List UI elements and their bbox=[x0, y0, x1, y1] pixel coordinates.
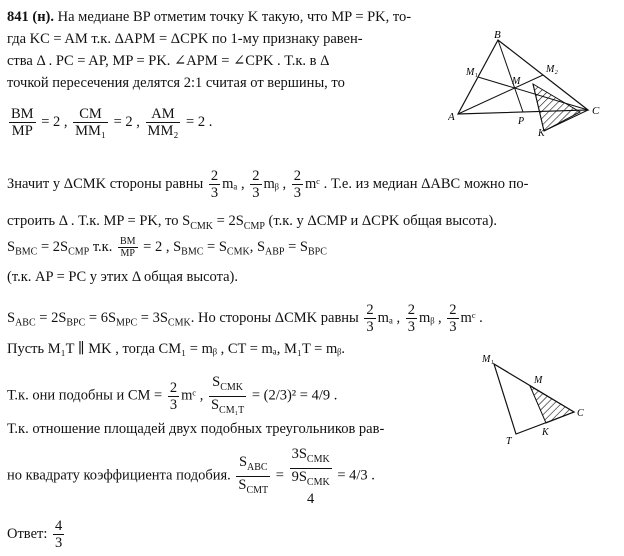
ratio-cm-mm1: $\frac{CM}{\text{MM₁}}$ bbox=[75, 106, 106, 139]
parallel-line: Пусть M₁T ∥ MK , тогда CM₁ = mᵦ , CT = mₐ, M₁T = mᵦ. bbox=[7, 341, 345, 357]
problem-title: 841 (н). bbox=[7, 9, 55, 25]
label-t-fig2: T bbox=[506, 436, 512, 447]
label-m1: M₁ bbox=[466, 67, 478, 78]
median-am2 bbox=[458, 75, 543, 114]
label-b: B bbox=[494, 29, 501, 41]
shaded-triangle-cmk-2 bbox=[530, 386, 574, 423]
label-m-fig2: M bbox=[534, 375, 543, 386]
label-a: A bbox=[448, 111, 455, 123]
ratio-explain-line-1: Т.к. отношение площадей двух подобных треугольников рав- bbox=[7, 421, 385, 437]
problem-line-2: гда KC = AM т.к. ΔAPM = ΔCPK по 1-му признаку равен- bbox=[7, 31, 363, 47]
problem-line-1: 841 (н). На медиане BP отметим точку K такую, что MP = PK, то- bbox=[7, 9, 412, 25]
answer-fraction: $\frac{4}{3}$ bbox=[55, 518, 63, 551]
label-k-fig2: K bbox=[542, 427, 549, 438]
label-k: K bbox=[538, 128, 545, 138]
answer-line: Ответ: $\frac{4}{3}$ bbox=[7, 518, 63, 551]
label-m2: M₂ bbox=[546, 64, 558, 75]
label-m1-fig2: M₁ bbox=[482, 354, 494, 365]
area-line-1: строить Δ . Т.к. MP = PK, то $S_{CMK} = 2S_{CMP}$ (т.к. у ΔCMP и ΔCPK общая высота). bbox=[7, 213, 497, 232]
shaded-triangle-cmk bbox=[533, 84, 580, 131]
sides-line: Значит у ΔCMK стороны равны $\frac{2}{3}$ mₐ , $\frac{2}{3}$ mᵦ , $\frac{2}{3}$ mᶜ . Т.е. из медиан ΔABC можно по- bbox=[7, 168, 529, 201]
triangle-figure-2 bbox=[478, 352, 590, 448]
label-m: M bbox=[512, 76, 521, 87]
area-line-4: $S_{ABC} = 2S_{BPC} = 6S_{MPC} = 3S_{CMK}$. Но стороны ΔCMK равны $\frac{2}{3}$ mₐ , $\frac{2}{3}$ mᵦ , $\frac{2}{3}$ mᶜ . bbox=[7, 302, 483, 335]
ratio-am-mm2: $\frac{AM}{\text{MM₂}}$ bbox=[147, 106, 179, 139]
problem-line-3: ства Δ . PC = AP, MP = PK. ∠APM = ∠CPK . Т.к. в Δ bbox=[7, 53, 330, 69]
ratio-bm-mp: $\frac{BM}{MP}$ bbox=[11, 106, 34, 139]
label-p: P bbox=[518, 116, 525, 127]
area-line-2: $S_{BMC} = 2S_{CMP}$ т.к. $\frac{BM}{MP}$ = 2 , $S_{BMC} = S_{CMK}$, $S_{ABP} = S_{BPC}$ bbox=[7, 236, 327, 259]
ratio-explain-line-2: но квадрату коэффициента подобия. $\frac{S_{ABC}}{S_{CMT}}$ = $3S_{CMK}$ $9S_{CMK}$ 4 = 4/3 . bbox=[7, 446, 375, 507]
area-line-3: (т.к. AP = PC у этих Δ общая высота). bbox=[7, 269, 239, 285]
ratios-line: $\frac{BM}{MP}$ = 2 , $\frac{CM}{\text{MM₁}}$ = 2 , $\frac{AM}{\text{MM₂}}$ = 2 . bbox=[11, 106, 213, 139]
problem-line-4: точкой пересечения делятся 2:1 считая от вершины, то bbox=[7, 75, 345, 91]
similarity-line: Т.к. они подобны и CM = $\frac{2}{3}$ mᶜ , $\frac{S_{CMK}}{S_{CM_1T}}$ = (2/3)² = 4/9 . bbox=[7, 374, 338, 416]
label-c-fig2: C bbox=[577, 408, 584, 419]
label-c: C bbox=[592, 105, 600, 117]
median-cm1 bbox=[478, 77, 588, 110]
triangle-figure-1 bbox=[448, 28, 608, 138]
